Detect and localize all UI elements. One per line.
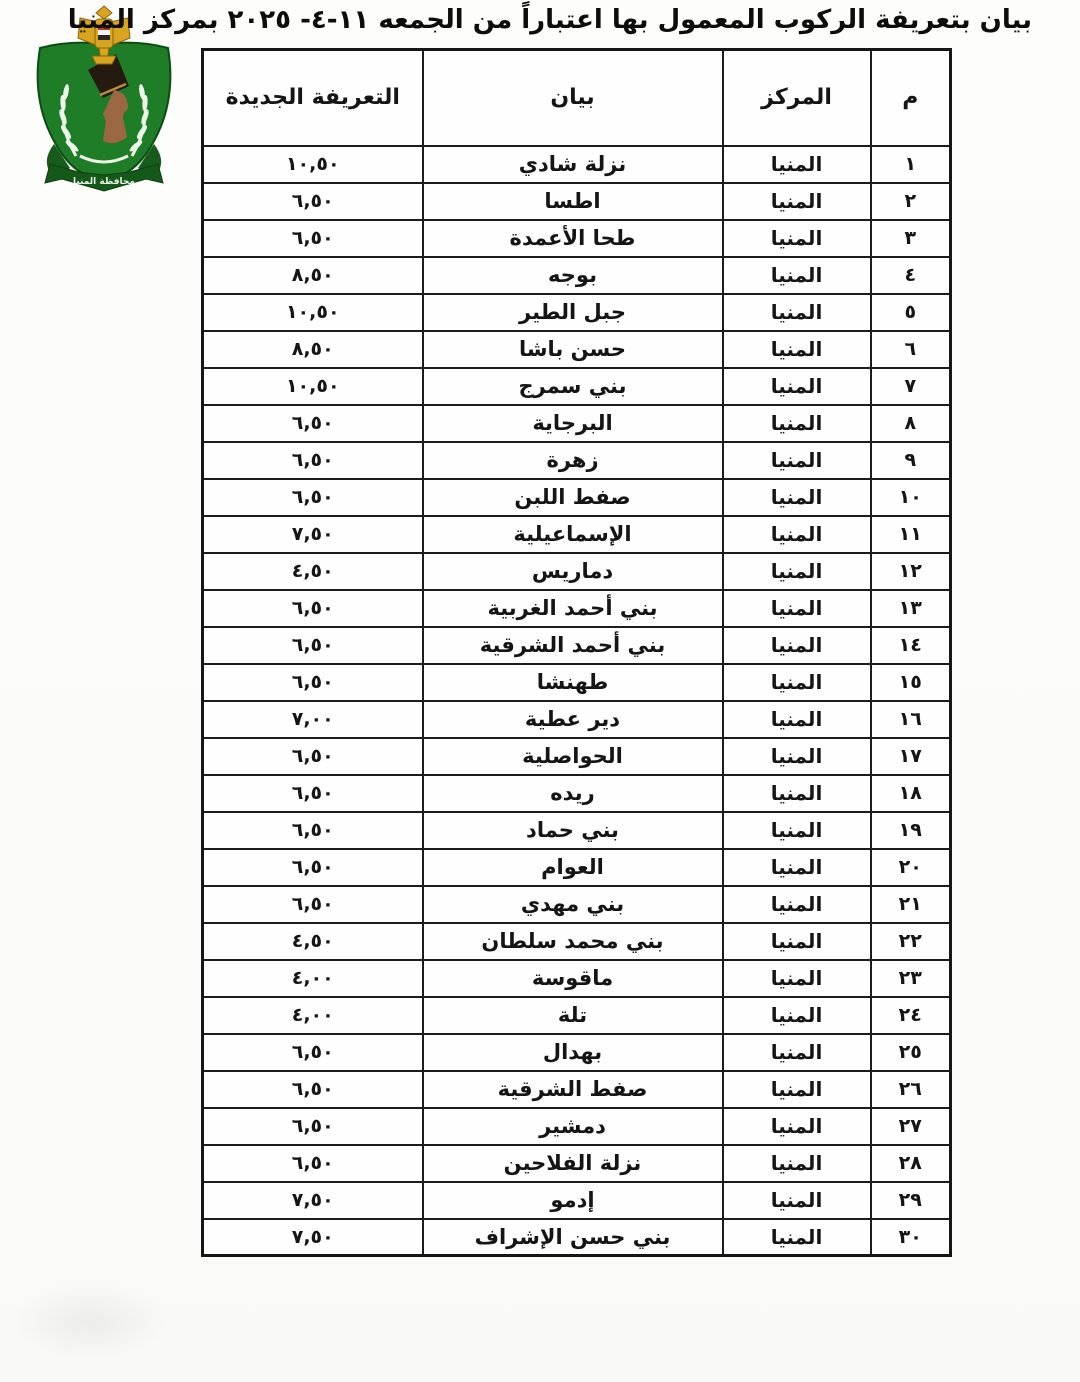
row-center: المنيا — [723, 738, 871, 775]
row-index: ٥ — [871, 294, 951, 331]
row-statement: نزلة شادي — [423, 146, 723, 183]
table-row — [203, 479, 951, 516]
row-index: ٢٤ — [871, 997, 951, 1034]
row-statement: إدمو — [423, 1182, 723, 1219]
row-tariff: ١٠,٥٠ — [203, 368, 423, 405]
row-center: المنيا — [723, 812, 871, 849]
row-center: المنيا — [723, 516, 871, 553]
ribbon-text: محافظة المنيا — [73, 177, 135, 187]
row-center: المنيا — [723, 183, 871, 220]
row-tariff: ٦,٥٠ — [203, 1108, 423, 1145]
row-index: ١٣ — [871, 590, 951, 627]
row-center: المنيا — [723, 257, 871, 294]
table-row — [203, 664, 951, 701]
row-center: المنيا — [723, 1219, 871, 1256]
table-row — [203, 553, 951, 590]
table-row — [203, 405, 951, 442]
row-tariff: ١٠,٥٠ — [203, 294, 423, 331]
row-tariff: ٨,٥٠ — [203, 257, 423, 294]
table-row — [203, 1108, 951, 1145]
row-tariff: ١٠,٥٠ — [203, 146, 423, 183]
row-center: المنيا — [723, 331, 871, 368]
row-statement: اطسا — [423, 183, 723, 220]
row-index: ٢ — [871, 183, 951, 220]
row-tariff: ٦,٥٠ — [203, 442, 423, 479]
row-statement: بني حماد — [423, 812, 723, 849]
col-header-index: م — [871, 50, 951, 146]
row-center: المنيا — [723, 1108, 871, 1145]
row-tariff: ٨,٥٠ — [203, 331, 423, 368]
row-statement: الإسماعيلية — [423, 516, 723, 553]
row-index: ٦ — [871, 331, 951, 368]
row-tariff: ٧,٥٠ — [203, 1219, 423, 1256]
row-statement: نزلة الفلاحين — [423, 1145, 723, 1182]
row-center: المنيا — [723, 701, 871, 738]
table-row — [203, 1182, 951, 1219]
row-statement: بني سمرج — [423, 368, 723, 405]
table-row — [203, 146, 951, 183]
row-tariff: ٦,٥٠ — [203, 183, 423, 220]
table-row — [203, 368, 951, 405]
row-statement: الحواصلية — [423, 738, 723, 775]
row-statement: صفط اللبن — [423, 479, 723, 516]
table-header-row — [203, 50, 951, 146]
row-tariff: ٦,٥٠ — [203, 849, 423, 886]
row-statement: ريده — [423, 775, 723, 812]
row-index: ٣ — [871, 220, 951, 257]
row-index: ٣٠ — [871, 1219, 951, 1256]
row-index: ١٥ — [871, 664, 951, 701]
row-statement: دمشير — [423, 1108, 723, 1145]
table-row — [203, 812, 951, 849]
row-center: المنيا — [723, 442, 871, 479]
row-center: المنيا — [723, 220, 871, 257]
table-row — [203, 775, 951, 812]
row-statement: تلة — [423, 997, 723, 1034]
row-statement: بني أحمد الشرقية — [423, 627, 723, 664]
row-center: المنيا — [723, 405, 871, 442]
row-center: المنيا — [723, 664, 871, 701]
row-tariff: ٤,٥٠ — [203, 923, 423, 960]
row-statement: صفط الشرقية — [423, 1071, 723, 1108]
row-tariff: ٧,٠٠ — [203, 701, 423, 738]
row-tariff: ٦,٥٠ — [203, 1071, 423, 1108]
row-tariff: ٦,٥٠ — [203, 775, 423, 812]
table-row — [203, 1034, 951, 1071]
document-title: بيان بتعريفة الركوب المعمول بها اعتباراً من الجمعه ١١-٤- ٢٠٢٥ بمركز المنيا — [67, 5, 1032, 35]
table-row — [203, 849, 951, 886]
row-tariff: ٧,٥٠ — [203, 516, 423, 553]
table-row — [203, 1145, 951, 1182]
row-statement: بني حسن الإشراف — [423, 1219, 723, 1256]
row-index: ١٩ — [871, 812, 951, 849]
row-tariff: ٦,٥٠ — [203, 1034, 423, 1071]
row-center: المنيا — [723, 590, 871, 627]
row-index: ٤ — [871, 257, 951, 294]
table-row — [203, 627, 951, 664]
row-index: ١٢ — [871, 553, 951, 590]
row-tariff: ٦,٥٠ — [203, 627, 423, 664]
row-index: ٢٦ — [871, 1071, 951, 1108]
row-index: ٢٠ — [871, 849, 951, 886]
row-statement: بني مهدي — [423, 886, 723, 923]
table-row — [203, 997, 951, 1034]
row-statement: دير عطية — [423, 701, 723, 738]
row-center: المنيا — [723, 627, 871, 664]
table-row — [203, 960, 951, 997]
row-tariff: ٦,٥٠ — [203, 664, 423, 701]
row-tariff: ٦,٥٠ — [203, 812, 423, 849]
row-tariff: ٦,٥٠ — [203, 738, 423, 775]
row-tariff: ٦,٥٠ — [203, 220, 423, 257]
row-center: المنيا — [723, 775, 871, 812]
row-center: المنيا — [723, 1182, 871, 1219]
row-center: المنيا — [723, 849, 871, 886]
row-statement: العوام — [423, 849, 723, 886]
row-index: ٢٥ — [871, 1034, 951, 1071]
table-row — [203, 516, 951, 553]
row-index: ٩ — [871, 442, 951, 479]
table-row — [203, 442, 951, 479]
row-center: المنيا — [723, 294, 871, 331]
row-tariff: ٤,٥٠ — [203, 553, 423, 590]
table-row — [203, 331, 951, 368]
row-statement: جبل الطير — [423, 294, 723, 331]
table-body — [203, 146, 951, 1256]
tariff-table — [201, 48, 952, 1257]
row-center: المنيا — [723, 997, 871, 1034]
row-center: المنيا — [723, 1034, 871, 1071]
row-index: ٢٣ — [871, 960, 951, 997]
row-statement: حسن باشا — [423, 331, 723, 368]
row-index: ١٧ — [871, 738, 951, 775]
row-statement: طحا الأعمدة — [423, 220, 723, 257]
row-index: ٢٢ — [871, 923, 951, 960]
table-row — [203, 738, 951, 775]
table-row — [203, 220, 951, 257]
row-center: المنيا — [723, 368, 871, 405]
row-tariff: ٦,٥٠ — [203, 886, 423, 923]
table-row — [203, 1219, 951, 1256]
row-center: المنيا — [723, 553, 871, 590]
table-row — [203, 590, 951, 627]
row-statement: دماريس — [423, 553, 723, 590]
row-statement: بوجه — [423, 257, 723, 294]
row-center: المنيا — [723, 960, 871, 997]
row-statement: زهرة — [423, 442, 723, 479]
row-statement: البرجاية — [423, 405, 723, 442]
row-index: ٢٨ — [871, 1145, 951, 1182]
table-row — [203, 294, 951, 331]
table-row — [203, 1071, 951, 1108]
row-tariff: ٧,٥٠ — [203, 1182, 423, 1219]
table-row — [203, 257, 951, 294]
row-tariff: ٦,٥٠ — [203, 1145, 423, 1182]
row-center: المنيا — [723, 923, 871, 960]
row-index: ١٠ — [871, 479, 951, 516]
table-row — [203, 923, 951, 960]
row-index: ١٤ — [871, 627, 951, 664]
row-index: ١ — [871, 146, 951, 183]
row-index: ١١ — [871, 516, 951, 553]
table-row — [203, 183, 951, 220]
row-tariff: ٤,٠٠ — [203, 960, 423, 997]
row-center: المنيا — [723, 479, 871, 516]
col-header-tariff: التعريفة الجديدة — [203, 50, 423, 146]
row-index: ٧ — [871, 368, 951, 405]
row-index: ٢٩ — [871, 1182, 951, 1219]
col-header-center: المركز — [723, 50, 871, 146]
row-index: ٨ — [871, 405, 951, 442]
row-statement: بهدال — [423, 1034, 723, 1071]
row-tariff: ٦,٥٠ — [203, 405, 423, 442]
row-index: ٢٧ — [871, 1108, 951, 1145]
row-statement: بني محمد سلطان — [423, 923, 723, 960]
table-row — [203, 886, 951, 923]
row-center: المنيا — [723, 146, 871, 183]
row-center: المنيا — [723, 1145, 871, 1182]
row-tariff: ٦,٥٠ — [203, 590, 423, 627]
row-tariff: ٦,٥٠ — [203, 479, 423, 516]
col-header-statement: بيان — [423, 50, 723, 146]
row-index: ١٨ — [871, 775, 951, 812]
row-center: المنيا — [723, 886, 871, 923]
row-index: ٢١ — [871, 886, 951, 923]
table-row — [203, 701, 951, 738]
row-statement: طهنشا — [423, 664, 723, 701]
row-index: ١٦ — [871, 701, 951, 738]
row-tariff: ٤,٠٠ — [203, 997, 423, 1034]
scan-smudge — [10, 1282, 170, 1362]
row-statement: ماقوسة — [423, 960, 723, 997]
row-statement: بني أحمد الغربية — [423, 590, 723, 627]
row-center: المنيا — [723, 1071, 871, 1108]
